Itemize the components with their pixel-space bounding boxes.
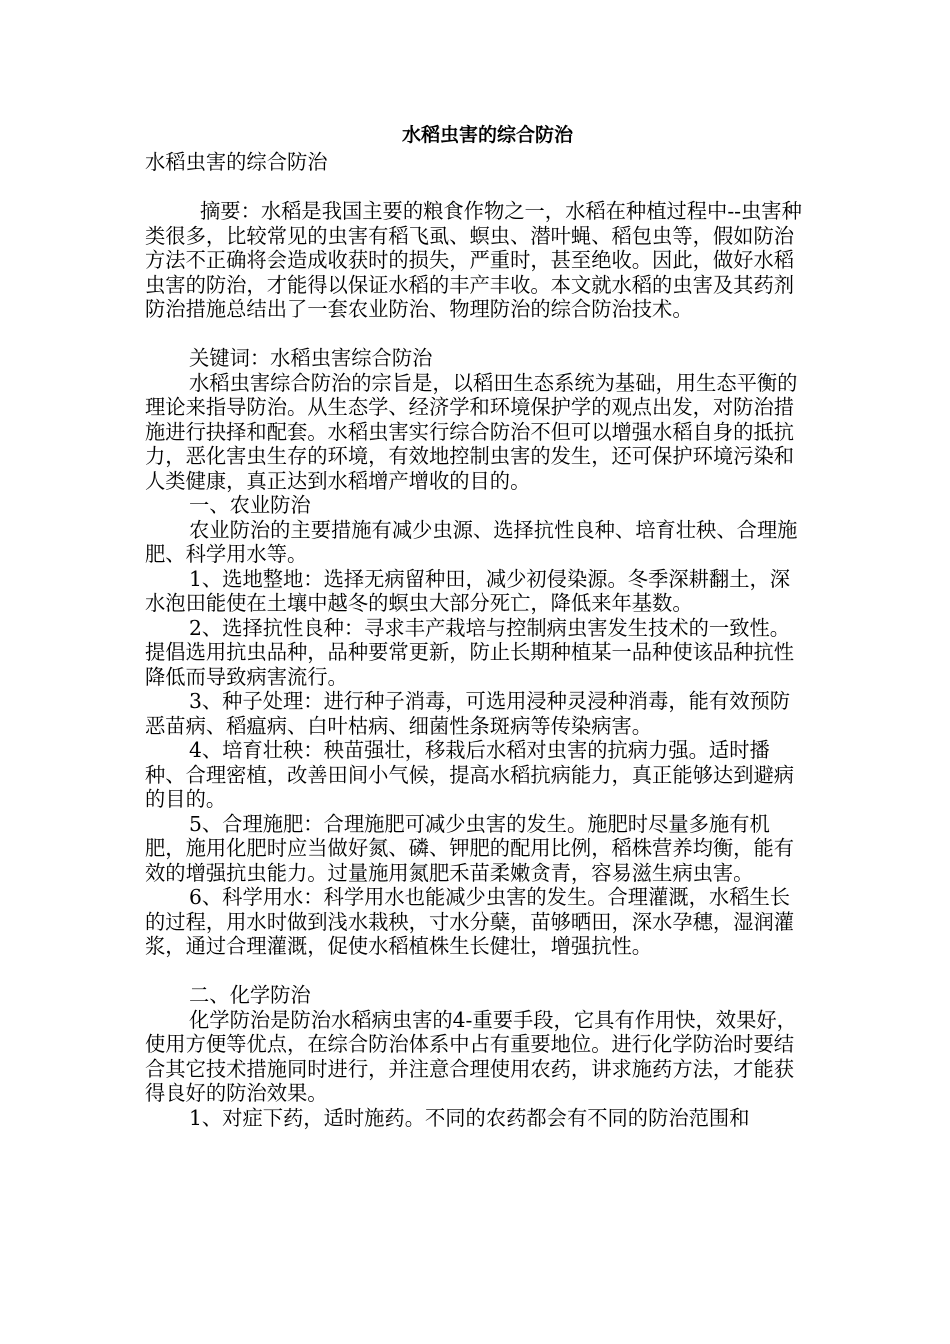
- section-intro-agricultural: 农业防治的主要措施有减少虫源、选择抗性良种、培育壮秧、合理施肥、科学用水等。: [145, 517, 798, 566]
- document-subtitle: 水稻虫害的综合防治: [145, 150, 328, 174]
- list-item: 5、合理施肥：合理施肥可减少虫害的发生。施肥时尽量多施有机肥，施用化肥时应当做好氮、磷、钾肥的配用比例，稻株营养均衡，能有效的增强抗虫能力。过量施用氮肥禾苗柔嫩贪青，容易滋生病虫害。: [145, 811, 795, 885]
- keywords-line: 关键词：水稻虫害综合防治: [189, 346, 433, 370]
- list-item: 2、选择抗性良种：寻求丰产栽培与控制病虫害发生技术的一致性。提倡选用抗虫品种，品种要常更新，防止长期种植某一品种使该品种抗性降低而导致病害流行。: [145, 615, 795, 689]
- blank-line: [145, 322, 810, 347]
- list-item: 3、种子处理：进行种子消毒，可选用浸种灵浸种消毒，能有效预防恶苗病、稻瘟病、白叶枯病、细菌性条斑病等传染病害。: [145, 689, 791, 738]
- list-item: 1、对症下药，适时施药。不同的农药都会有不同的防治范围和: [189, 1105, 750, 1130]
- section-heading-chemical: 二、化学防治: [189, 983, 311, 1007]
- section-intro-chemical: 化学防治是防治水稻病虫害的4-重要手段，它具有作用快，效果好，使用方便等优点，在综合防治体系中占有重要地位。进行化学防治时要结合其它技术措施同时进行，并注意合理使用农药，讲求施药方法，才能获得良好的防治效果。: [145, 1007, 797, 1105]
- list-item: 6、科学用水：科学用水也能减少虫害的发生。合理灌溉，水稻生长的过程，用水时做到浅水栽秧，寸水分蘖，苗够晒田，深水孕穗，湿润灌浆，通过合理灌溉，促使水稻植株生长健壮，增强抗性。: [145, 885, 795, 958]
- abstract-paragraph: 摘要：水稻是我国主要的粮食作物之一，水稻在种植过程中--虫害种类很多，比较常见的虫害有稻飞虱、螟虫、潜叶蝇、稻包虫等，假如防治方法不正确将会造成收获时的损失，严重时，甚至绝收。因此，做好水稻虫害的防治，才能得以保证水稻的丰产丰收。本文就水稻的虫害及其药剂防治措施总结出了一套农业防治、物理防治的综合防治技术。: [145, 199, 802, 321]
- list-item: 1、选地整地：选择无病留种田，减少初侵染源。冬季深耕翻土，深水泡田能使在土壤中越冬的螟虫大部分死亡，降低来年基数。: [145, 566, 791, 615]
- blank-line: [145, 175, 810, 200]
- document-title: 水稻虫害的综合防治: [401, 124, 573, 146]
- intro-paragraph: 水稻虫害综合防治的宗旨是，以稻田生态系统为基础，用生态平衡的理论来指导防治。从生态学、经济学和环境保护学的观点出发，对防治措施进行抉择和配套。水稻虫害实行综合防治不但可以增强水稻自身的抵抗力，恶化害虫生存的环境，有效地控制虫害的发生，还可保护环境污染和人类健康，真正达到水稻增产增收的目的。: [145, 370, 798, 493]
- blank-line: [145, 959, 810, 984]
- list-item: 4、培育壮秧：秧苗强壮，移栽后水稻对虫害的抗病力强。适时播种、合理密植，改善田间小气候，提高水稻抗病能力，真正能够达到避病的目的。: [145, 738, 795, 811]
- section-heading-agricultural: 一、农业防治: [189, 493, 311, 517]
- document-page: [145, 120, 810, 1130]
